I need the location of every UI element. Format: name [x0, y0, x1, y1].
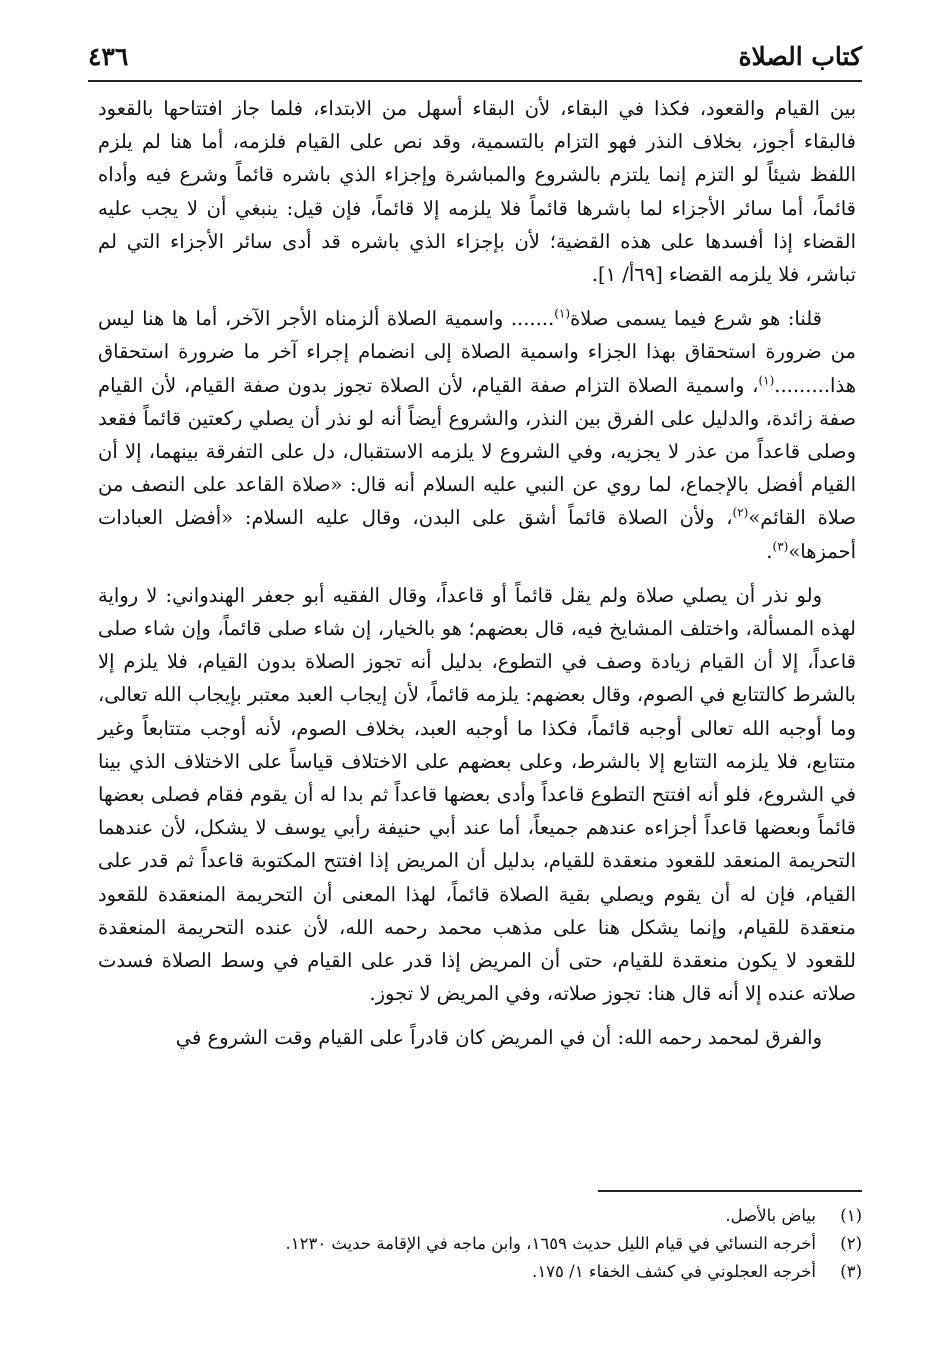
footnote-item: [160, 1202, 862, 1230]
footnote-divider: [598, 1190, 862, 1192]
footnotes: [160, 1202, 862, 1286]
footnote-number: (٣): [840, 1262, 862, 1281]
footnote-number: (١): [840, 1206, 862, 1225]
footnote-ref-1a: (١): [554, 306, 571, 321]
chapter-title: كتاب الصلاة: [738, 41, 862, 71]
main-text: [98, 92, 856, 1055]
footnote-text: أخرجه العجلوني في كشف الخفاء ١/ ١٧٥.: [532, 1262, 816, 1281]
footnote-ref-2: (٢): [732, 505, 749, 520]
paragraph-2-part-3: ، واسمية الصلاة التزام صفة القيام، لأن الصلاة تجوز بدون صفة القيام، لأن القيام صفة زائدة، والدليل على الفرق بين النذر، والشروع أيضاً أنه لو نذر أن يصلي ركعتين قائماً فقعد وصلى قاعداً من عذر لا يجزيه، وفي الشروع لا يلزمه الاستقبال، دل على التفرقة بينهما، إلا أن القيام أفضل بالإجماع، لما روي عن النبي عليه السلام أنه قال: «صلاة القاعد على النصف من صلاة القائم»: [98, 373, 856, 530]
footnote-item: [160, 1258, 862, 1286]
footnote-text: أخرجه النسائي في قيام الليل حديث ١٦٥٩، وابن ماجه في الإقامة حديث ١٢٣٠.: [285, 1234, 816, 1253]
footnote-item: [160, 1230, 862, 1258]
footnote-number: (٢): [840, 1234, 862, 1253]
footnote-ref-3: (٣): [772, 539, 789, 554]
footnote-text: بياض بالأصل.: [725, 1206, 816, 1225]
paragraph-1: بين القيام والقعود، فكذا في البقاء، لأن البقاء أسهل من الابتداء، فلما جاز افتتاحها بالقعود فالبقاء أجوز، بخلاف النذر فهو التزام بالتسمية، وقد نص على القيام فلزمه، أما هنا لم يلزم اللفظ شيئاً لو التزم إنما يلتزم بالشروع والمباشرة وإجزاء الذي باشره قائماً وشرع فيه وأداه قائماً، أما سائر الأجزاء لما باشرها قائماً فلا يلزمه إلا قائماً، فإن قيل: ينبغي أن لا يجب عليه القضاء إذا أفسدها على هذه القضية؛ لأن بإجزاء الذي باشره قد أدى سائر الأجزاء التي لم تباشر، فلا يلزمه القضاء [٦٩أ/ ١].: [98, 97, 856, 287]
paragraph-3: ولو نذر أن يصلي صلاة ولم يقل قائماً أو قاعداً، وقال الفقيه أبو جعفر الهندواني: لا رواية لهذه المسألة، واختلف المشايخ فيه، قال بعضهم؛ هو بالخيار، إن شاء صلى قائماً، وإن شاء صلى قاعداً، إلا أن القيام زيادة وصف في التطوع، بدليل أنه تجوز الصلاة بدون القيام، فلا يلزم إلا بالشرط كالتتابع في الصوم، وقال بعضهم: يلزمه قائماً، لأن إيجاب العبد معتبر بإيجاب الله تعالى، وما أوجبه الله تعالى أوجبه قائماً، فكذا ما أوجبه العبد، بخلاف الصوم، لأنه أوجب متتابعاً وغير متتابع، فلا يلزمه التتابع إلا بالشرط، وعلى بعضهم على الاختلاف قياساً على الاختلاف الذي بينا في الشروع، فلو أنه افتتح التطوع قاعداً وأدى بعضها قاعداً ثم بدا له أن يقوم فقام فصلى بعضها قائماً وبعضها قاعداً أجزاءه عندهم جميعاً، أما عند أبي حنيفة رأبي يوسف لا يشكل، لأن عندهما التحريمة المنعقد للقعود منعقدة للقيام، بدليل أن المريض إذا افتتح المكتوبة قاعداً ثم قدر على القيام، فإن له أن يقوم ويصلي بقية الصلاة قائماً، لهذا المعنى أن التحريمة المنعقدة للقعود منعقدة للقيام، وإنما يشكل هنا على مذهب محمد رحمه الله، لأن عنده التحريمة المنعقدة للقعود لا يكون منعقدة للقيام، حتى أن المريض إذا قدر على القيام في وسط الصلاة فسدت صلاته عنده إلا أنه قال هنا: تجوز صلاته، وفي المريض لا تجوز.: [98, 583, 856, 1006]
header-divider: [88, 80, 862, 82]
paragraph-2-end: .: [766, 539, 773, 563]
paragraph-4: والفرق لمحمد رحمه الله: أن في المريض كان قادراً على القيام وقت الشروع في: [175, 1026, 822, 1050]
paragraph-2-part-4: ، ولأن الصلاة قائماً أشق على البدن، وقال عليه السلام: «أفضل العبادات أحمزها»: [98, 506, 856, 563]
page-header: [88, 34, 862, 78]
paragraph-2-part-2: ....... واسمية الصلاة ألزمناه الأجر الآخر، أما ها هنا ليس من ضرورة استحقاق بهذا الجزاء واسمية الصلاة إلى انضمام إجراء آخر ما ضرورة استحقاق هذا.........: [98, 307, 856, 397]
paragraph-2-part-1: قلنا: هو شرع فيما يسمى صلاة: [570, 307, 823, 331]
footnote-ref-1b: (١): [758, 373, 775, 388]
paragraph-2: [98, 302, 856, 568]
page-number: ٤٣٦: [88, 41, 129, 71]
